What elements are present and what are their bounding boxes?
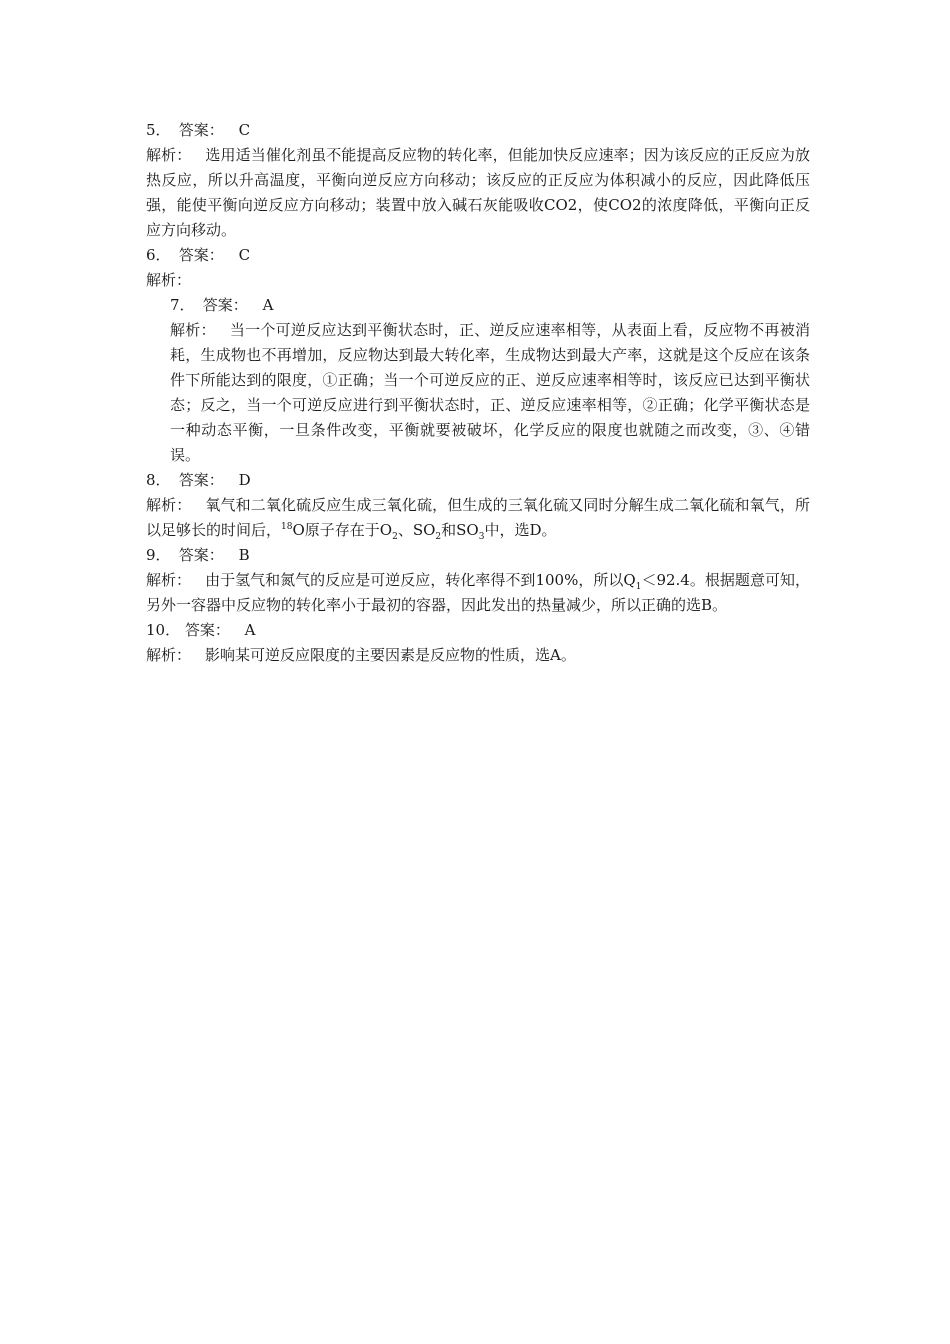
question-number: 8． [146,471,171,489]
explanation-9 [146,568,810,618]
subscript: 2 [392,532,398,542]
explanation-text: 和SO [441,521,479,539]
question-number: 5． [146,121,171,139]
answer-line-8 [146,468,810,493]
explanation-label: 解析： [146,646,192,664]
explanation-5 [146,143,810,243]
explanation-label: 解析： [146,271,192,289]
question-number: 6． [146,246,171,264]
explanation-label: 解析： [146,496,192,514]
answer-value: D [238,471,251,489]
subscript: 3 [478,532,485,542]
explanation-8 [146,493,810,543]
answer-line-9 [146,543,810,568]
explanation-6 [146,268,810,293]
answer-label: 答案： [178,471,224,489]
subscript: 2 [435,532,442,542]
explanation-text: 中，选D。 [484,521,557,539]
explanation-label: 解析： [146,146,192,164]
answer-label: 答案： [178,121,224,139]
answer-line-6 [146,243,810,268]
explanation-text: 由于氢气和氮气的反应是可逆反应，转化率得不到100%，所以Q [205,571,636,589]
explanation-text: O原子存在于O [292,521,393,539]
subscript: 1 [635,582,642,592]
question-number: 9． [146,546,171,564]
item-7-block [146,293,810,468]
explanation-text: 、SO [397,521,436,539]
answer-line-10 [146,618,810,643]
explanation-text: ＜92.4。根据题意可知，另外一容器中反应物的转化率小于最初的容器，因此发出的热量减少，所以正确的选B。 [146,571,810,614]
explanation-text: 当一个可逆反应达到平衡状态时，正、逆反应速率相等，从表面上看，反应物不再被消耗，生成物也不再增加，反应物达到最大转化率，生成物达到最大产率，这就是这个反应在该条件下所能达到的限度，①正确；当一个可逆反应的正、逆反应速率相等时，该反应已达到平衡状态；反之，当一个可逆反应进行到平衡状态时，正、逆反应速率相等，②正确；化学平衡状态是一种动态平衡，一旦条件改变，平衡就要被破坏，化学反应的限度也就随之而改变，③、④错误。 [170,321,810,464]
answer-value: B [238,546,250,564]
answer-label: 答案： [178,546,224,564]
question-number: 7． [170,296,195,314]
isotope-mass: 18 [281,522,293,532]
explanation-7 [170,318,810,468]
answer-document [146,118,810,668]
answer-value: A [262,296,274,314]
answer-value: C [238,246,251,264]
answer-label: 答案： [202,296,248,314]
answer-value: C [238,121,251,139]
answer-line-5 [146,118,810,143]
answer-line-7 [170,293,810,318]
explanation-text: 氧气和二氧化硫反应生成三氧化硫，但生成的三氧化硫又同时分解生成二氧化硫和氧气，所以足够长的时间后， [146,496,810,539]
answer-label: 答案： [178,246,224,264]
question-number: 10． [146,621,181,639]
explanation-label: 解析： [146,571,192,589]
answer-label: 答案： [184,621,230,639]
explanation-text: 影响某可逆反应限度的主要因素是反应物的性质，选A。 [205,646,576,664]
explanation-text: 选用适当催化剂虽不能提高反应物的转化率，但能加快反应速率；因为该反应的正反应为放热反应，所以升高温度，平衡向逆反应方向移动；该反应的正反应为体积减小的反应，因此降低压强，能使平衡向逆反应方向移动；装置中放入碱石灰能吸收CO2，使CO2的浓度降低，平衡向正反应方向移动。 [146,146,810,239]
answer-value: A [244,621,256,639]
explanation-10 [146,643,810,668]
explanation-label: 解析： [170,321,216,339]
